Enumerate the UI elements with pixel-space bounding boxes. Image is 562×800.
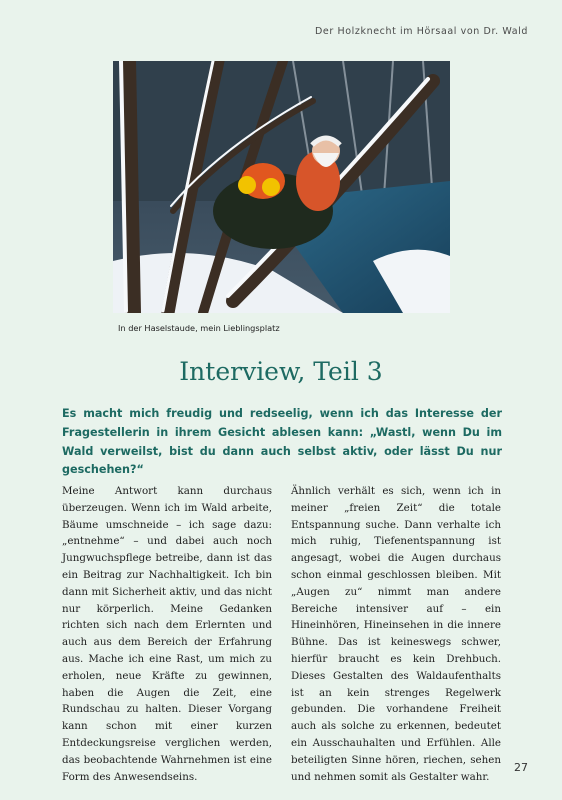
article-lead: Es macht mich freudig und redseelig, wenn ich das Interesse der Fragestellerin in ihrem Gesicht ablesen kann: „Wastl, wenn Du im Wald verweilst, bist du dann auch selbst aktiv, oder lässt Du nur geschehen?“ [62, 407, 502, 477]
running-header: Der Holzknecht im Hörsaal von Dr. Wald [315, 26, 528, 37]
photo-caption: In der Haselstaude, mein Lieblingsplatz [118, 323, 280, 333]
photo-illustration [113, 61, 450, 313]
body-column-right: Ähnlich verhält es sich, wenn ich in meiner „freien Zeit“ die totale Entspannung suche. Dann verhalte ich mich ruhig, Tiefenentspannung ist angesagt, wobei die Augen durchaus schon einmal geschlossen bleiben. Mit „Augen zu“ nimmt man andere Bereiche intensiver auf – ein Hineinhören, Hineinsehen in die innere Bühne. Das ist keineswegs schwer, hierfür braucht es kein Drehbuch. Dieses Gestalten des Waldaufenthalts ist an kein strenges Regelwerk gebunden. Die vorhandene Freiheit auch als solche zu erkennen, bedeutet ein Ausschauhalten und Erfühlen. Alle beteiligten Sinne hören, riechen, sehen und nehmen somit als Gestalter wahr. [291, 485, 501, 783]
photo-man-in-snowy-hazel-tree [113, 61, 450, 313]
body-column-left: Meine Antwort kann durchaus überzeugen. Wenn ich im Wald arbeite, Bäume umschneide – ich sage dazu: „entnehme“ – und dabei auch noch Jungwuchspflege betreibe, dann ist das ein Beitrag zur Nachhaltigkeit. Ich bin dann mit Sicherheit aktiv, und das nicht nur körperlich. Meine Gedanken richten sich nach dem Erlernten und auch aus dem Bereich der Erfahrung aus. Mache ich eine Rast, um mich zu erholen, neue Kräfte zu gewinnen, haben die Augen die Zeit, eine Rundschau zu halten. Dieser Vorgang kann schon mit einer kurzen Entdeckungsreise verglichen werden, das beobachtende Wahrnehmen ist eine Form des Anwesendseins. [62, 485, 272, 783]
article-title: Interview, Teil 3 [179, 357, 383, 386]
page-number: 27 [514, 761, 528, 774]
